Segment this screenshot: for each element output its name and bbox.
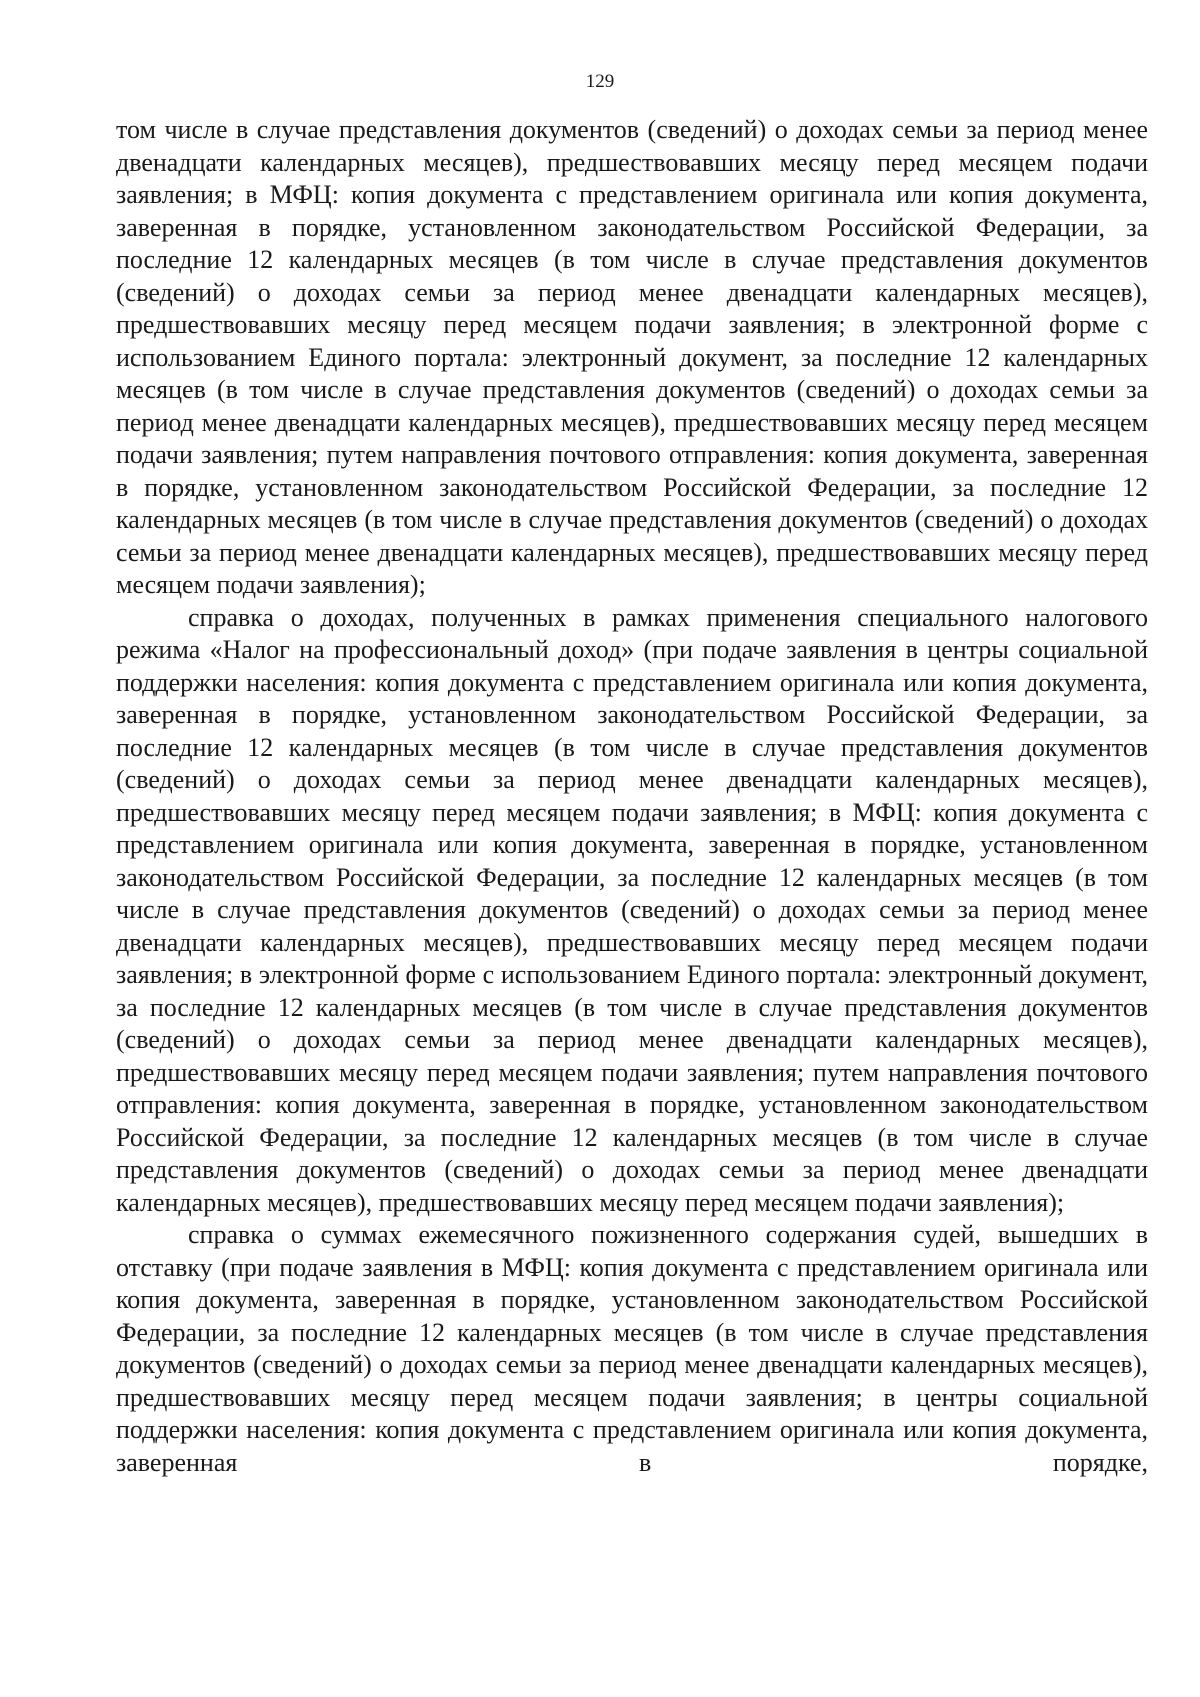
paragraph-continuation: том числе в случае представления документов (сведений) о доходах семьи за период менее двенадцати календарных месяцев), предшествовавших месяцу перед месяцем подачи заявления; в МФЦ: копия документа с представлением оригинала или копия документа, заверенная в порядке, установленном законодательством Российской Федерации, за последние 12 календарных месяцев (в том числе в случае представления документов (сведений) о доходах семьи за период менее двенадцати календарных месяцев), предшествовавших месяцу перед месяцем подачи заявления; в электронной форме с использованием Единого портала: электронный документ, за последние 12 календарных месяцев (в том числе в случае представления документов (сведений) о доходах семьи за период менее двенадцати календарных месяцев), предшествовавших месяцу перед месяцем подачи заявления; путем направления почтового отправления: копия документа, заверенная в порядке, установленном законодательством Российской Федерации, за последние 12 календарных месяцев (в том числе в случае представления документов (сведений) о доходах семьи за период менее двенадцати календарных месяцев), предшествовавших месяцу перед месяцем подачи заявления);	[116, 115, 1148, 599]
paragraph-judges-maintenance-certificate: справка о суммах ежемесячного пожизненного содержания судей, вышедших в отставку (при подаче заявления в МФЦ: копия документа с представлением оригинала или копия документа, заверенная в порядке, установленном законодательством Российской Федерации, за последние 12 календарных месяцев (в том числе в случае представления документов (сведений) о доходах семьи за период менее двенадцати календарных месяцев), предшествовавших месяцу перед месяцем подачи заявления; в центры социальной поддержки населения: копия документа с представлением оригинала или копия документа, заверенная в порядке,	[116, 1220, 1148, 1477]
document-body	[116, 114, 1148, 1479]
page-number: 129	[585, 71, 615, 92]
paragraph-professional-income-certificate: справка о доходах, полученных в рамках применения специального налогового режима «Налог на профессиональный доход» (при подаче заявления в центры социальной поддержки населения: копия документа с представлением оригинала или копия документа, заверенная в порядке, установленном законодательством Российской Федерации, за последние 12 календарных месяцев (в том числе в случае представления документов (сведений) о доходах семьи за период менее двенадцати календарных месяцев), предшествовавших месяцу перед месяцем подачи заявления; в МФЦ: копия документа с представлением оригинала или копия документа, заверенная в порядке, установленном законодательством Российской Федерации, за последние 12 календарных месяцев (в том числе в случае представления документов (сведений) о доходах семьи за период менее двенадцати календарных месяцев), предшествовавших месяцу перед месяцем подачи заявления; в электронной форме с использованием Единого портала: электронный документ, за последние 12 календарных месяцев (в том числе в случае представления документов (сведений) о доходах семьи за период менее двенадцати календарных месяцев), предшествовавших месяцу перед месяцем подачи заявления; путем направления почтового отправления: копия документа, заверенная в порядке, установленном законодательством Российской Федерации, за последние 12 календарных месяцев (в том числе в случае представления документов (сведений) о доходах семьи за период менее двенадцати календарных месяцев), предшествовавших месяцу перед месяцем подачи заявления);	[116, 602, 1148, 1217]
